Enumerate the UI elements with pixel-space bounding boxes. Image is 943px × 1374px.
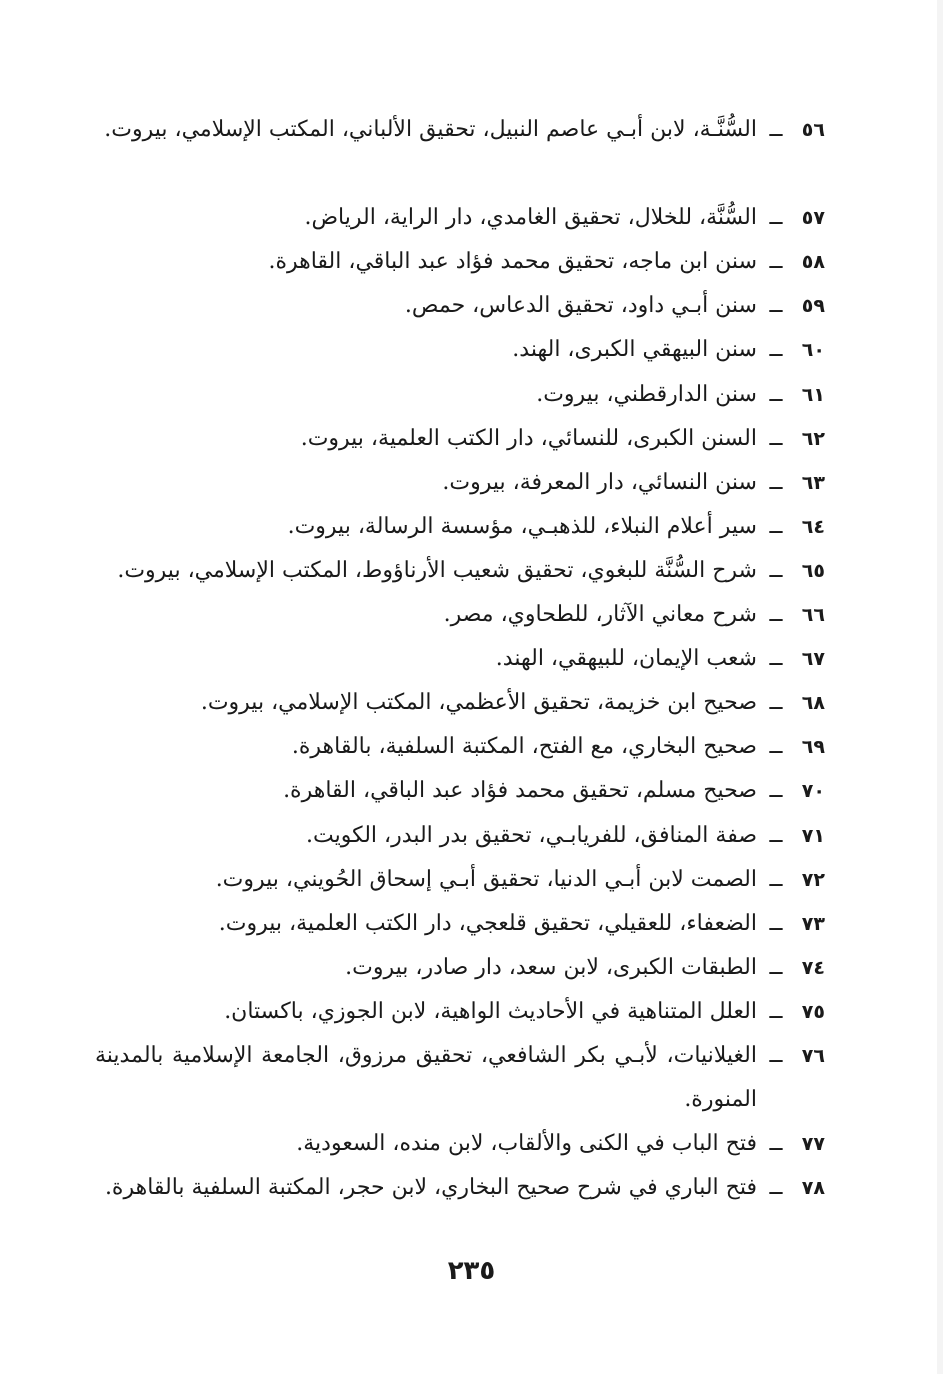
reference-text: الطبقات الكبرى، لابن سعد، دار صادر، بيروت. [345,954,757,980]
reference-number: ٦٥ [801,559,825,582]
reference-number: ٧٦ [801,1044,825,1067]
page-edge [937,0,943,1374]
reference-dash: ــ [769,425,783,451]
reference-number: ٦٠ [801,339,825,362]
reference-dash: ــ [769,646,783,672]
reference-text: السُّنَّة، للخلال، تحقيق الغامدي، دار الراية، الرياض. [304,205,757,231]
reference-text: سنن أبـي داود، تحقيق الدعاس، حمص. [404,293,757,319]
reference-dash: ــ [769,205,783,231]
reference-dash: ــ [769,249,783,275]
reference-text: الغيلانيات، لأبـي بكر الشافعي، تحقيق مرزوق، الجامعة الإسلامية بالمدينة المنورة. [95,1042,757,1113]
list-item [95,902,825,946]
list-item [95,1122,825,1166]
reference-dash: ــ [769,778,783,804]
reference-text: السنن الكبرى، للنسائي، دار الكتب العلمية، بيروت. [300,425,757,451]
reference-dash: ــ [769,866,783,892]
reference-text: صحيح البخاري، مع الفتح، المكتبة السلفية، بالقاهرة. [291,734,757,760]
list-item [95,417,825,461]
reference-dash: ــ [769,557,783,583]
reference-text: فتح الباب في الكنى والألقاب، لابن منده، السعودية. [296,1131,757,1157]
reference-dash: ــ [769,822,783,848]
list-item [95,549,825,593]
reference-dash: ــ [769,998,783,1024]
list-item [95,593,825,637]
reference-text: شعب الإيمان، للبيهقي، الهند. [495,646,757,672]
reference-number: ٦١ [801,383,825,406]
reference-dash: ــ [769,1131,783,1157]
list-item [95,461,825,505]
reference-number: ٧٢ [801,868,825,891]
reference-dash: ــ [769,117,783,142]
reference-number: ٦٤ [801,515,825,538]
list-item [95,814,825,858]
page-number: ٢٣٥ [447,1256,496,1286]
list-item [95,637,825,681]
reference-number: ٦٣ [801,471,825,494]
list-item [95,240,825,284]
reference-text: سنن البيهقي الكبرى، الهند. [512,337,757,363]
reference-text: صحيح مسلم، تحقيق محمد فؤاد عبد الباقي، القاهرة. [283,778,757,804]
reference-text: صفة المنافق، للفريابـي، تحقيق بدر البدر، الكويت. [306,822,757,848]
list-item [95,196,825,240]
reference-text: فتح الباري في شرح صحيح البخاري، لابن حجر، المكتبة السلفية بالقاهرة. [104,1175,757,1201]
reference-dash: ــ [769,469,783,495]
reference-text: سنن ابن ماجه، تحقيق محمد فؤاد عبد الباقي، القاهرة. [268,249,757,275]
list-item [95,858,825,902]
list-item [95,284,825,328]
reference-dash: ــ [769,690,783,716]
list-item [95,946,825,990]
list-item [95,725,825,769]
reference-list [95,108,825,1210]
reference-number: ٧٧ [801,1133,825,1156]
list-item [95,505,825,549]
list-item [95,1034,825,1122]
reference-dash: ــ [769,337,783,363]
reference-number: ٧٥ [801,1000,825,1023]
reference-text: شرح السُّنَّة للبغوي، تحقيق شعيب الأرناؤوط، المكتب الإسلامي، بيروت. [117,557,757,583]
reference-number: ٦٩ [801,736,825,759]
reference-text: صحيح ابن خزيمة، تحقيق الأعظمي، المكتب الإسلامي، بيروت. [200,690,757,716]
reference-text: الصمت لابن أبـي الدنيا، تحقيق أبـي إسحاق الحُويني، بيروت. [215,866,757,892]
reference-dash: ــ [769,954,783,980]
reference-number: ٥٦ [801,119,825,141]
reference-number: ٧٨ [801,1177,825,1200]
list-item [95,769,825,813]
reference-dash: ــ [769,1175,783,1201]
reference-number: ٦٨ [801,692,825,715]
reference-dash: ــ [769,381,783,407]
reference-number: ٥٩ [801,295,825,318]
reference-dash: ــ [769,734,783,760]
reference-number: ٧٤ [801,956,825,979]
reference-number: ٧١ [801,824,825,847]
reference-text: السُّنَّـة، لابن أبـي عاصم النبيل، تحقيق الألباني، المكتب الإسلامي، بيروت. [104,117,757,142]
list-item [95,1166,825,1210]
reference-number: ٥٨ [801,251,825,274]
reference-dash: ــ [769,1042,783,1068]
reference-text: سير أعلام النبلاء، للذهبـي، مؤسسة الرسالة، بيروت. [287,513,757,539]
reference-text: سنن النسائي، دار المعرفة، بيروت. [442,469,757,495]
reference-dash: ــ [769,910,783,936]
list-item [95,373,825,417]
reference-number: ٧٣ [801,912,825,935]
list-item [95,681,825,725]
reference-dash: ــ [769,293,783,319]
list-item [95,328,825,372]
reference-number: ٦٦ [801,604,825,627]
reference-dash: ــ [769,513,783,539]
list-item [95,108,825,196]
reference-number: ٥٧ [801,207,825,230]
reference-text: شرح معاني الآثار، للطحاوي، مصر. [443,602,757,628]
list-item [95,990,825,1034]
reference-number: ٧٠ [801,780,825,803]
reference-dash: ــ [769,602,783,628]
reference-number: ٦٢ [801,427,825,450]
reference-number: ٦٧ [801,648,825,671]
reference-text: العلل المتناهية في الأحاديث الواهية، لابن الجوزي، باكستان. [224,998,757,1024]
reference-text: سنن الدارقطني، بيروت. [536,381,757,407]
reference-text: الضعفاء، للعقيلي، تحقيق قلعجي، دار الكتب العلمية، بيروت. [218,910,757,936]
